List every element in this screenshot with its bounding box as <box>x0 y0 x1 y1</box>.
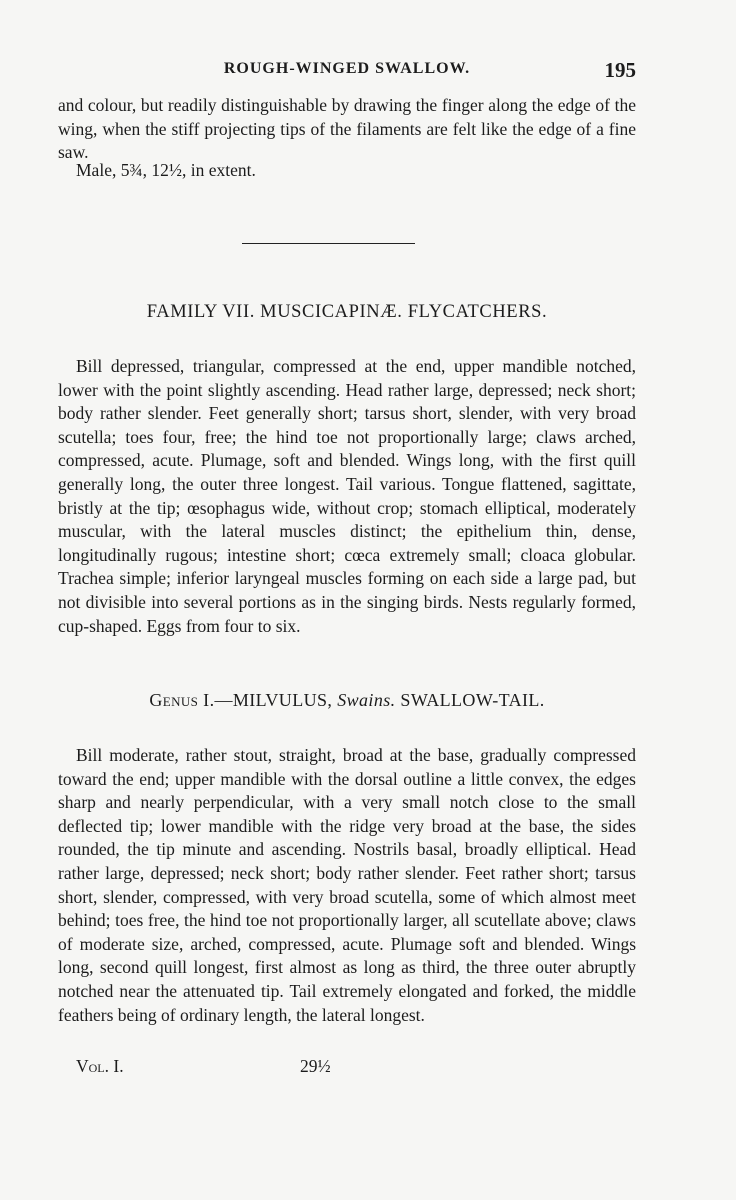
page-header <box>58 60 636 84</box>
genus-common-name: SWALLOW-TAIL. <box>395 690 545 710</box>
signature-mark: 29½ <box>300 1056 331 1076</box>
continuation-paragraph: and colour, but readily distinguishable by drawing the finger along the edge of the wing, when the stiff projecting tips of the filaments are felt like the edge of a fine saw. <box>58 95 636 163</box>
genus-authority: Swains. <box>337 690 396 710</box>
running-head: ROUGH-WINGED SWALLOW. <box>223 60 471 77</box>
family-description-paragraph: Bill depressed, triangular, compressed at the end, upper mandible notched, lower with the point slightly ascending. Head rather large, depressed; neck short; body rather slender. Feet generally short; tarsus short, slender, with very broad scutella; toes four, free; the hind toe not proportionally large; claws arched, compressed, acute. Plumage, soft and blended. Wings long, with the first quill generally long, the outer three longest. Tail various. Tongue flattened, sagittate, bristly at the tip; œsophagus wide, without crop; stomach elliptical, moderately muscular, with the lateral muscles distinct; the epithelium thin, dense, longitudinally rugous; intestine short; cœca extremely small; cloaca globular. Trachea simple; inferior laryngeal muscles forming on each side a large pad, but not divisible into several portions as in the singing birds. Nests regularly formed, cup-shaped. Eggs from four to six. <box>58 356 636 636</box>
volume-label: Vol. I. <box>76 1056 124 1076</box>
page-number: 195 <box>604 58 636 82</box>
genus-heading-prefix: Genus I.—MILVULUS, <box>149 690 338 710</box>
genus-heading <box>58 690 636 711</box>
genus-description-paragraph: Bill moderate, rather stout, straight, broad at the base, gradually compressed toward the end; upper mandible with the dorsal outline a little convex, the edges sharp and nearly perpendicular, with a very small notch close to the small deflected tip; lower mandible with the ridge very broad at the base, the sides rounded, the tip minute and ascending. Nostrils basal, broadly elliptical. Head rather large, depressed; neck short; body rather slender. Feet rather short; tarsus short, slender, compressed, with very broad scutella, some of which almost meet behind; toes free, the hind toe not proportionally larger, all scutellate above; claws of moderate size, arched, compressed, acute. Plumage soft and blended. Wings long, second quill longest, first almost as long as third, the three outer abruptly notched near the attenuated tip. Tail extremely elongated and forked, the middle feathers being of ordinary length, the lateral longest. <box>58 745 636 1025</box>
family-heading: FAMILY VII. MUSCICAPINÆ. FLYCATCHERS. <box>146 302 548 322</box>
section-divider <box>242 243 415 244</box>
extent-line: Male, 5¾, 12½, in extent. <box>76 160 256 180</box>
